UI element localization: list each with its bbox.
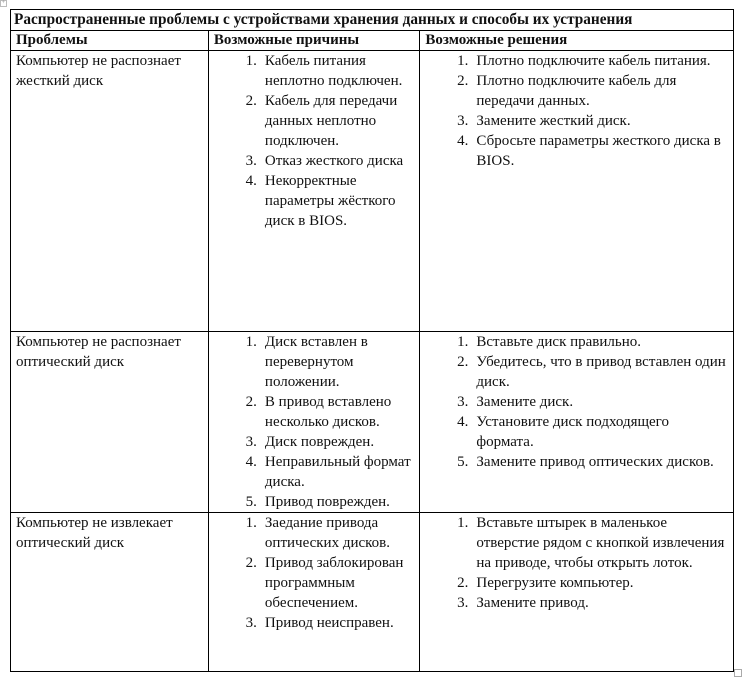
list-number: 2. <box>245 93 257 109</box>
list-item: 1. Кабель питания неплотно подключен. <box>265 51 414 91</box>
causes-cell <box>208 332 419 513</box>
list-item: 4. Неправильный формат диска. <box>265 452 414 492</box>
solutions-cell <box>420 332 734 513</box>
list-item: 3. Привод неисправен. <box>265 613 414 633</box>
list-number: 1. <box>457 334 469 350</box>
table-row <box>11 51 734 332</box>
list-number: 3. <box>245 434 257 450</box>
header-problems: Проблемы <box>11 31 209 51</box>
list-item: 2. Убедитесь, что в привод вставлен один диск. <box>476 352 728 392</box>
list-number: 4. <box>457 133 469 149</box>
list-item: 2. В привод вставлено несколько дисков. <box>265 392 414 432</box>
list-item: 2. Кабель для передачи данных неплотно подключен. <box>265 91 414 151</box>
table-title-row <box>11 10 734 31</box>
list-number: 4. <box>457 414 469 430</box>
list-number: 3. <box>457 113 469 129</box>
list-item: 2. Привод заблокирован программным обеспечением. <box>265 553 414 613</box>
list-number: 4. <box>245 454 257 470</box>
list-number: 1. <box>245 53 257 69</box>
list-item: 1. Плотно подключите кабель питания. <box>476 51 728 71</box>
table-row <box>11 513 734 672</box>
causes-list <box>214 332 414 512</box>
causes-cell <box>208 513 419 672</box>
list-number: 3. <box>245 153 257 169</box>
list-item: 3. Замените диск. <box>476 392 728 412</box>
table-move-handle-icon[interactable]: + <box>1 0 6 6</box>
list-number: 3. <box>457 595 469 611</box>
list-number: 3. <box>245 615 257 631</box>
list-number: 2. <box>457 575 469 591</box>
causes-list <box>214 51 414 231</box>
list-item: 1. Вставьте диск правильно. <box>476 332 728 352</box>
solutions-list <box>425 51 728 171</box>
list-item: 1. Вставьте штырек в маленькое отверстие рядом с кнопкой извлечения на приводе, чтобы открыть лоток. <box>476 513 728 573</box>
table-resize-handle[interactable] <box>734 669 742 677</box>
causes-cell <box>208 51 419 332</box>
list-number: 2. <box>245 555 257 571</box>
list-number: 1. <box>457 53 469 69</box>
list-number: 4. <box>245 173 257 189</box>
problem-cell: Компьютер не распознает жесткий диск <box>11 51 209 332</box>
table-title: Распространенные проблемы с устройствами хранения данных и способы их устранения <box>11 10 734 31</box>
solutions-list <box>425 513 728 613</box>
list-number: 2. <box>245 394 257 410</box>
problem-cell: Компьютер не распознает оптический диск <box>11 332 209 513</box>
list-number: 3. <box>457 394 469 410</box>
list-item: 3. Отказ жесткого диска <box>265 151 414 171</box>
list-item: 1. Диск вставлен в перевернутом положении. <box>265 332 414 392</box>
list-item: 1. Заедание привода оптических дисков. <box>265 513 414 553</box>
list-item: 4. Некорректные параметры жёсткого диск в BIOS. <box>265 171 414 231</box>
list-number: 2. <box>457 73 469 89</box>
causes-list <box>214 513 414 633</box>
list-item: 3. Диск поврежден. <box>265 432 414 452</box>
list-item: 5. Привод поврежден. <box>265 492 414 512</box>
list-item: 2. Плотно подключите кабель для передачи данных. <box>476 71 728 111</box>
troubleshooting-table <box>10 9 734 672</box>
solutions-cell <box>420 51 734 332</box>
header-causes: Возможные причины <box>208 31 419 51</box>
list-number: 1. <box>245 334 257 350</box>
solutions-list <box>425 332 728 472</box>
problem-cell: Компьютер не извлекает оптический диск <box>11 513 209 672</box>
solutions-cell <box>420 513 734 672</box>
list-item: 4. Сбросьте параметры жесткого диска в BIOS. <box>476 131 728 171</box>
list-number: 5. <box>457 454 469 470</box>
table-row <box>11 332 734 513</box>
list-item: 2. Перегрузите компьютер. <box>476 573 728 593</box>
list-number: 2. <box>457 354 469 370</box>
list-item: 3. Замените привод. <box>476 593 728 613</box>
table-header-row <box>11 31 734 51</box>
list-number: 5. <box>245 494 257 510</box>
list-item: 4. Установите диск подходящего формата. <box>476 412 728 452</box>
list-item: 5. Замените привод оптических дисков. <box>476 452 728 472</box>
header-solutions: Возможные решения <box>420 31 734 51</box>
list-number: 1. <box>457 515 469 531</box>
list-item: 3. Замените жесткий диск. <box>476 111 728 131</box>
list-number: 1. <box>245 515 257 531</box>
